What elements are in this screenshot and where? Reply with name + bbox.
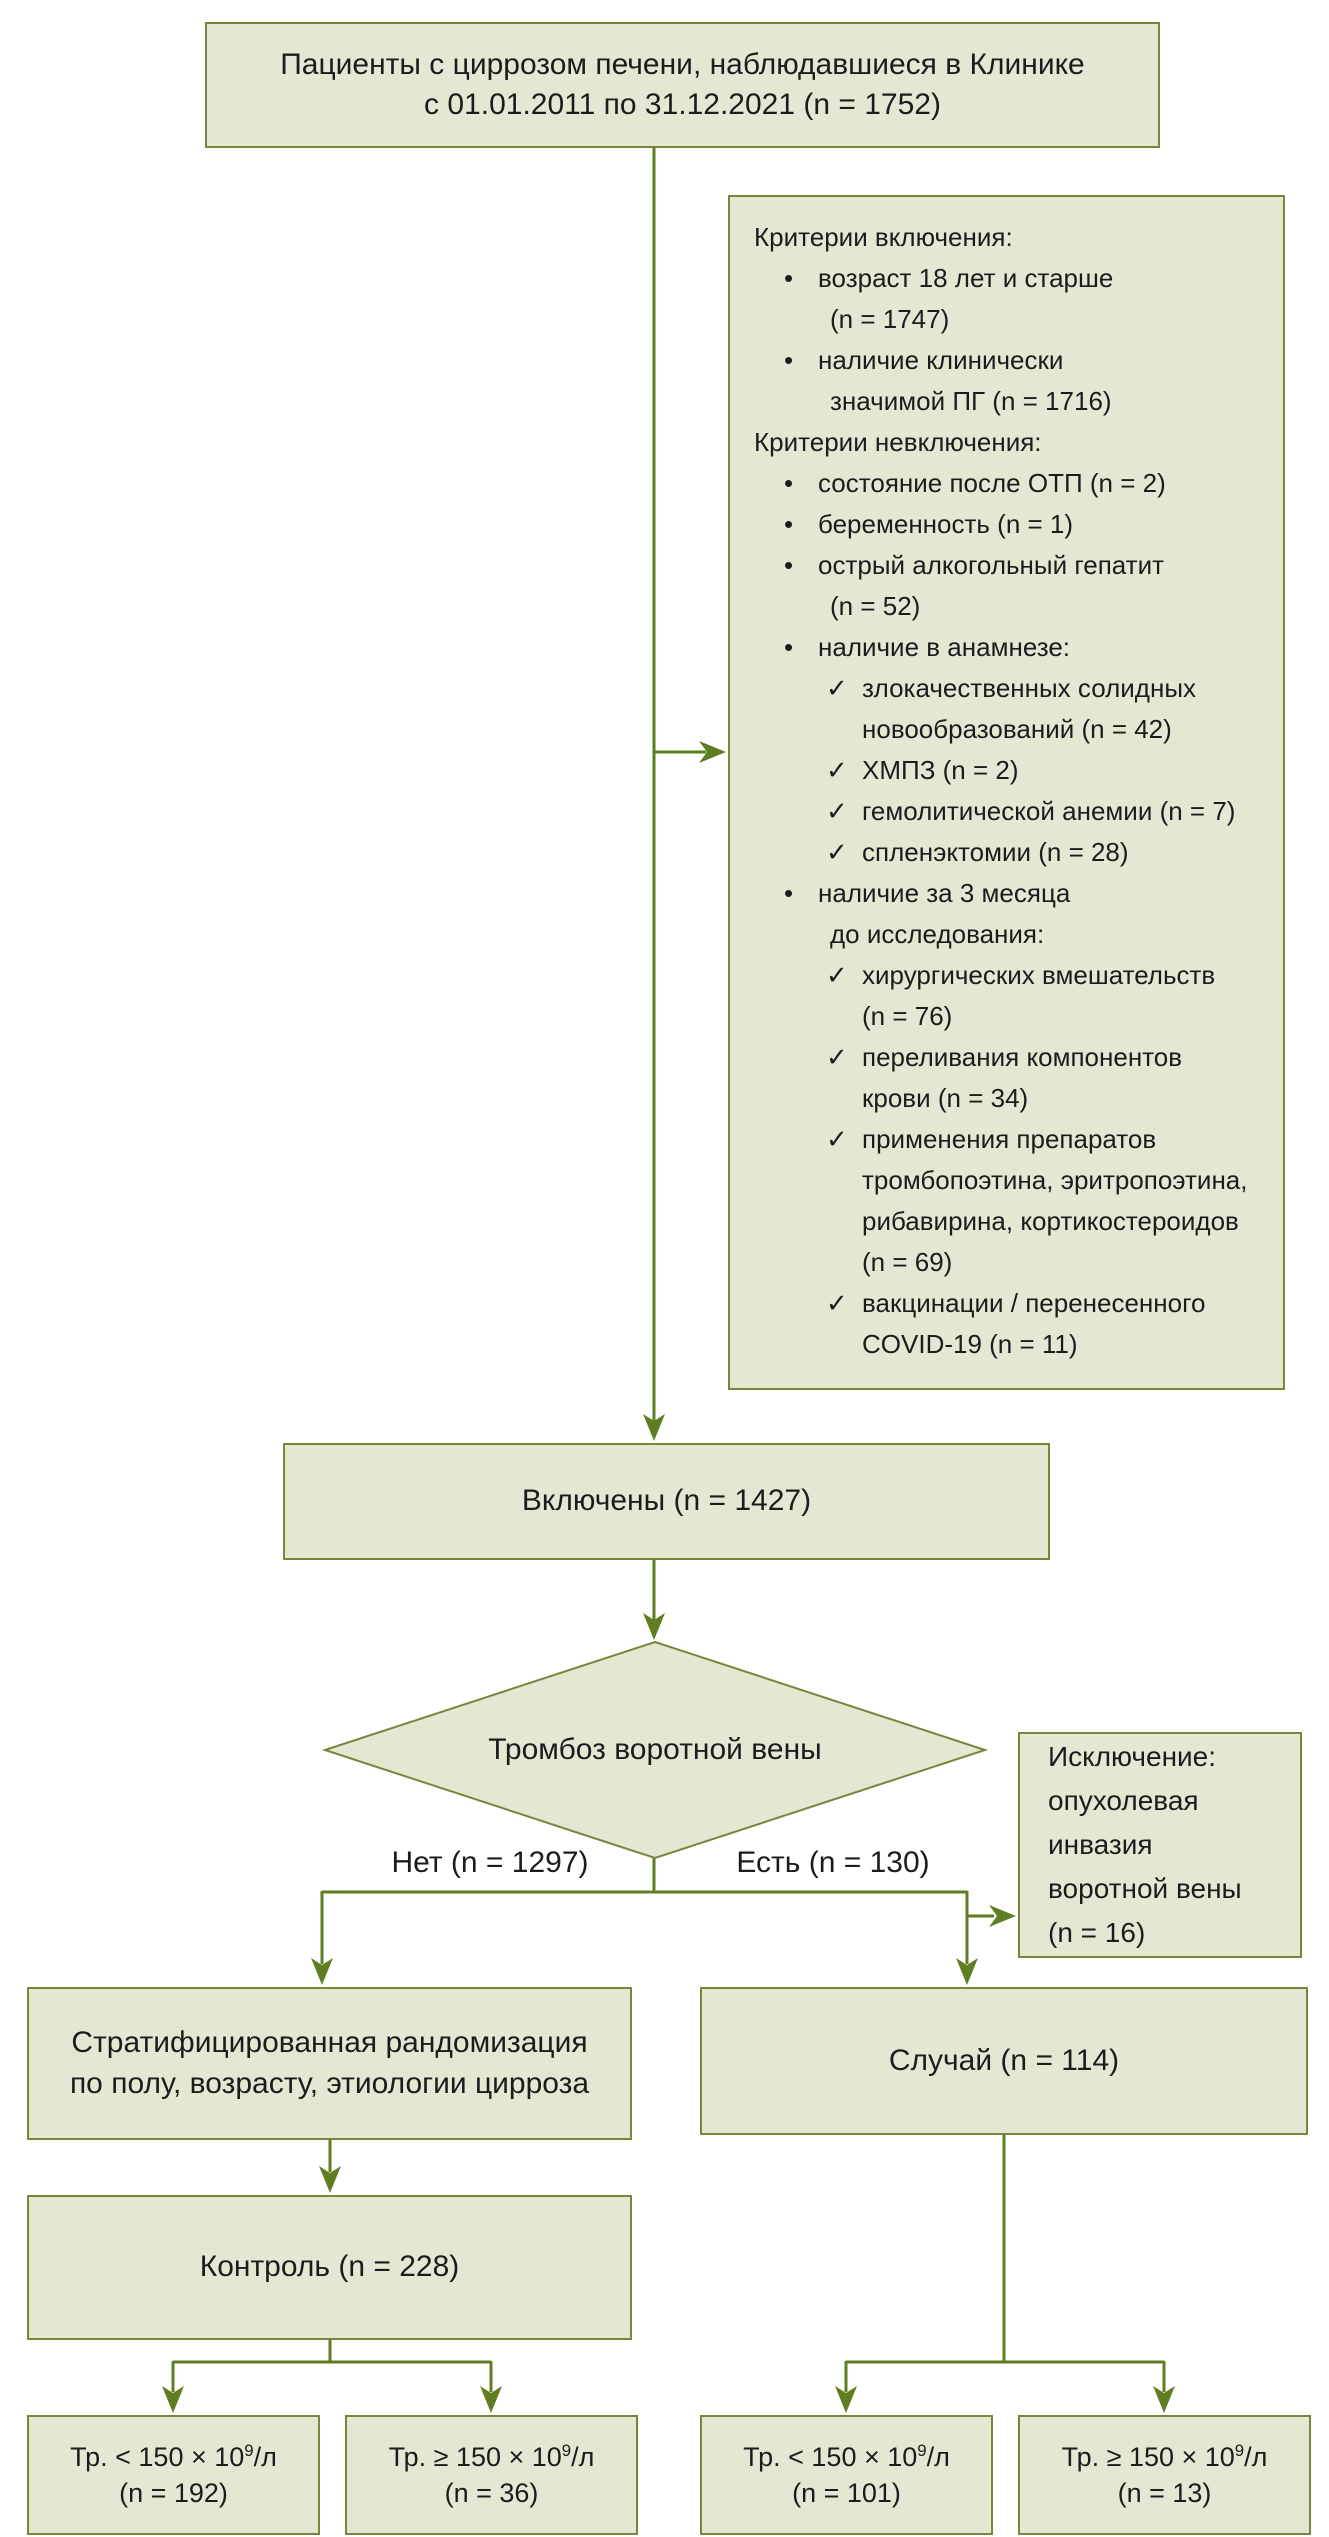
- randomization-box: [27, 1987, 632, 2140]
- criteria-item-cont: (n = 1747): [830, 304, 950, 334]
- criteria-subitem: ✓ ХМПЗ (n = 2): [754, 750, 1018, 791]
- criteria-subitem-cont: крови (n = 34): [862, 1083, 1029, 1113]
- exponent: 9: [917, 2440, 927, 2460]
- criteria-item-cont: до исследования:: [830, 919, 1045, 949]
- check-icon: ✓: [826, 755, 848, 785]
- branch-label-yes: Есть (n = 130): [736, 1846, 930, 1879]
- criteria-header: Критерии невключения:: [754, 427, 1042, 457]
- included-box: [283, 1443, 1050, 1560]
- criteria-item: • состояние после ОТП (n = 2): [754, 463, 1166, 504]
- exponent: 9: [244, 2440, 254, 2460]
- outcome-count: (n = 101): [792, 2478, 901, 2508]
- criteria-item-cont: значимой ПГ (n = 1716): [830, 386, 1112, 416]
- randomization-line1: Стратифицированная рандомизация: [71, 2026, 588, 2059]
- criteria-subitem: ✓ переливания компонентов: [754, 1037, 1182, 1078]
- exclusion-line: воротной вены: [1048, 1873, 1242, 1904]
- exclusion-line: инвазия: [1048, 1829, 1153, 1860]
- criteria-subitem-cont: (n = 69): [862, 1247, 953, 1277]
- case-box: [700, 1987, 1308, 2135]
- exponent: 9: [561, 2440, 572, 2460]
- criteria-item: • наличие за 3 месяца: [754, 873, 1070, 914]
- criteria-subitem-cont: новообразований (n = 42): [862, 714, 1172, 744]
- bullet-icon: •: [784, 632, 794, 662]
- patients-line2: с 01.01.2011 по 31.12.2021 (n = 1752): [424, 88, 941, 121]
- criteria-subitem: ✓ злокачественных солидных: [754, 668, 1196, 709]
- criteria-subitem: ✓ спленэктомии (n = 28): [754, 832, 1129, 873]
- outcome-box-case-low: [700, 2415, 993, 2535]
- bullet-icon: •: [784, 468, 794, 498]
- exponent: 9: [1234, 2440, 1245, 2460]
- control-label: Контроль (n = 228): [199, 2250, 460, 2284]
- exclusion-line: опухолевая: [1048, 1785, 1199, 1816]
- criteria-item: • наличие в анамнезе:: [754, 627, 1070, 668]
- check-icon: ✓: [826, 1124, 848, 1154]
- branch-label-no: Нет (n = 1297): [391, 1846, 589, 1879]
- outcome-count: (n = 36): [444, 2478, 539, 2508]
- case-label: Случай (n = 114): [888, 2043, 1120, 2077]
- criteria-item: • беременность (n = 1): [754, 504, 1073, 545]
- bullet-icon: •: [784, 550, 794, 580]
- criteria-subitem: ✓ применения препаратов: [754, 1119, 1156, 1160]
- patients-line1: Пациенты с циррозом печени, наблюдавшиеся в Клинике: [280, 47, 1085, 81]
- outcome-box-case-normal: [1018, 2415, 1311, 2535]
- exclusion-line: (n = 16): [1048, 1917, 1146, 1948]
- criteria-subitem-cont: тромбопоэтина, эритропоэтина,: [862, 1165, 1248, 1195]
- criteria-subitem-cont: рибавирина, кортикостероидов: [862, 1206, 1239, 1236]
- bullet-icon: •: [784, 345, 794, 375]
- criteria-item-cont: (n = 52): [830, 591, 921, 621]
- decision-label: Тромбоз воротной вены: [488, 1733, 822, 1766]
- outcome-count: (n = 192): [119, 2478, 228, 2508]
- check-icon: ✓: [826, 796, 848, 826]
- outcome-threshold: Тр. ≥ $150 \times 10^9/л$: [1061, 2440, 1268, 2472]
- bullet-icon: •: [784, 263, 794, 293]
- criteria-box: [728, 195, 1285, 1390]
- criteria-header: Критерии включения:: [754, 222, 1013, 252]
- control-box: [27, 2195, 632, 2340]
- outcome-count: (n = 13): [1117, 2478, 1212, 2508]
- check-icon: ✓: [826, 837, 848, 867]
- criteria-subitem: ✓ вакцинации / перенесенного: [754, 1283, 1205, 1324]
- patients-box: [205, 22, 1160, 148]
- included-label: Включены (n = 1427): [521, 1484, 812, 1518]
- outcome-box-control-normal: [345, 2415, 638, 2535]
- criteria-item: • возраст 18 лет и старше: [754, 258, 1113, 299]
- bullet-icon: •: [784, 878, 794, 908]
- exclusion-line: Исключение:: [1048, 1741, 1217, 1772]
- decision-diamond: [325, 1642, 985, 1858]
- check-icon: ✓: [826, 673, 848, 703]
- bullet-icon: •: [784, 509, 794, 539]
- criteria-subitem: ✓ гемолитической анемии (n = 7): [754, 791, 1235, 832]
- check-icon: ✓: [826, 1288, 848, 1318]
- outcome-threshold: Тр. ≥ $150 \times 10^9/л$: [388, 2440, 595, 2472]
- randomization-line2: по полу, возрасту, этиологии цирроза: [69, 2066, 590, 2100]
- criteria-subitem-cont: COVID-19 (n = 11): [862, 1329, 1078, 1359]
- criteria-subitem: ✓ хирургических вмешательств: [754, 955, 1215, 996]
- outcome-box-control-low: [27, 2415, 320, 2535]
- criteria-subitem-cont: (n = 76): [862, 1001, 953, 1031]
- outcome-threshold: Тр. < $150 \times 10^9/л$: [743, 2440, 950, 2472]
- check-icon: ✓: [826, 1042, 848, 1072]
- outcome-threshold: Тр. < $150 \times 10^9/л$: [70, 2440, 277, 2472]
- criteria-item: • острый алкогольный гепатит: [754, 545, 1164, 586]
- check-icon: ✓: [826, 960, 848, 990]
- criteria-item: • наличие клинически: [754, 340, 1063, 381]
- exclusion-box: [1018, 1732, 1302, 1958]
